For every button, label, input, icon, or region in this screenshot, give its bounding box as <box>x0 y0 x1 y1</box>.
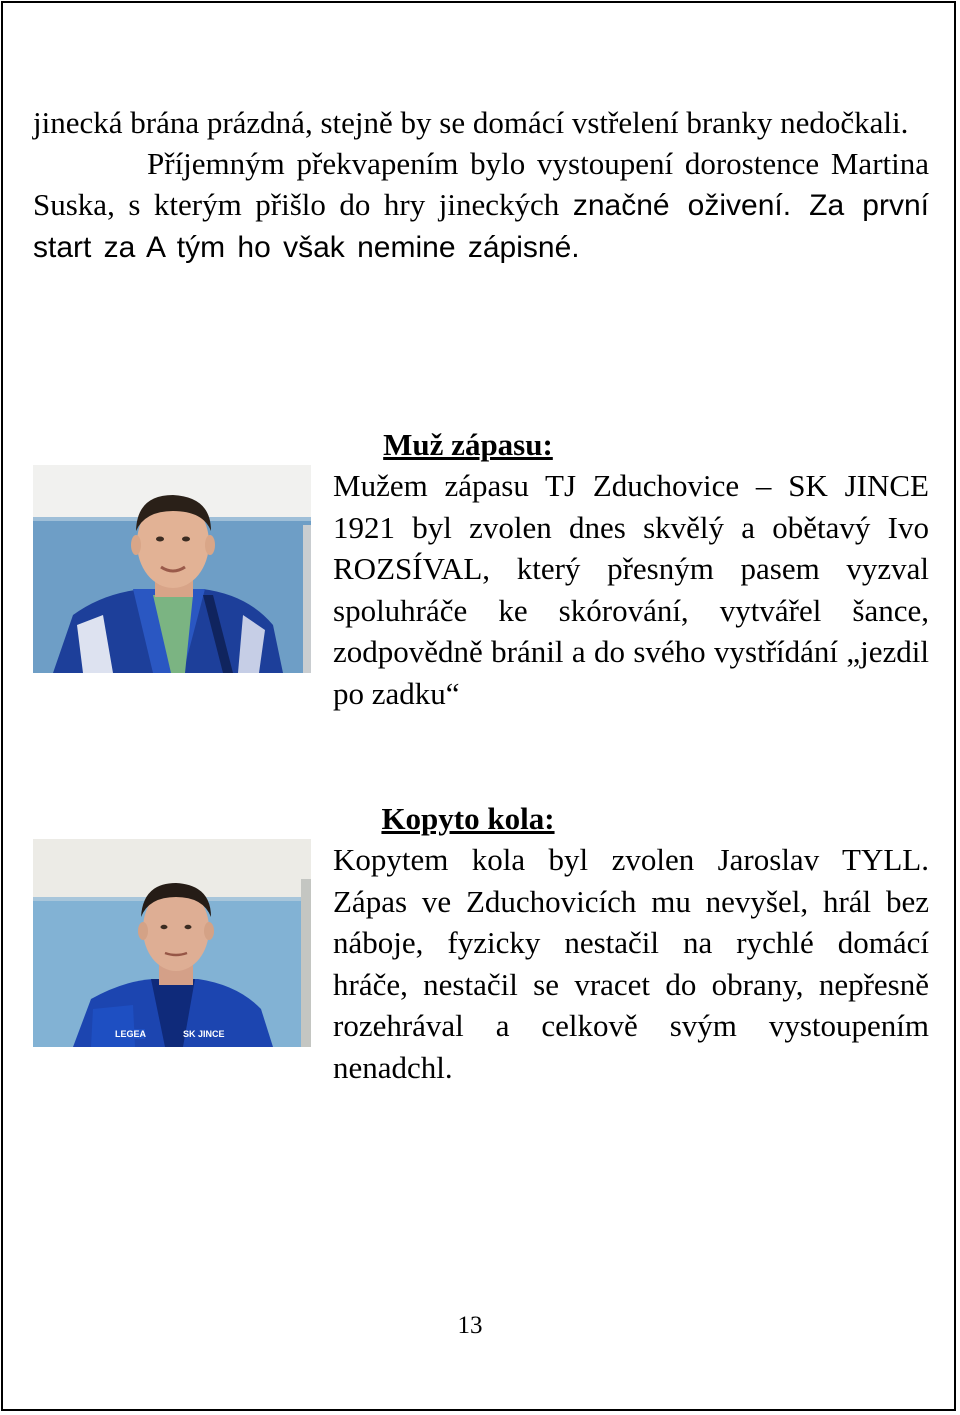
jersey-club: SK JINCE <box>183 1029 225 1039</box>
player-photo-tyll <box>33 839 311 1047</box>
man-of-match-photo <box>33 465 311 673</box>
man-of-match-text: Mužem zápasu TJ Zduchovice – SK JINCE 1921 byl zvolen dnes skvělý a obětavý Ivo ROZSÍVAL, který přesným pasem vyzval spoluhráče ke skórování, vytvářel šance, zodpovědně bránil a do svého vystřídání „jezdil po zadku“ <box>333 468 929 711</box>
intro-paragraph-1: jinecká brána prázdná, stejně by se domácí vstřelení branky nedočkali. <box>33 105 909 140</box>
intro-paragraph-2 <box>33 143 929 268</box>
intro-paragraph-2-serif: Příjemným překvapením bylo vystoupení dorostence Martina Suska, s kterým přišlo do hry jineckých <box>33 146 929 222</box>
man-of-match-heading: Muž zápasu: <box>383 427 553 462</box>
flop-of-round-section <box>33 798 929 1088</box>
player-photo-rozsival <box>33 465 311 673</box>
jersey-brand: LEGEA <box>115 1029 147 1039</box>
flop-of-round-text: Kopytem kola byl zvolen Jaroslav TYLL. Zápas ve Zduchovicích mu nevyšel, hrál bez náboje, fyzicky nestačil na rychlé domácí hráče, nestačil se vracet do obrany, nepřesně rozehrával a celkově svým vystoupením nenadchl. <box>333 842 929 1085</box>
intro-section <box>33 102 929 268</box>
page-number: 13 <box>457 1312 483 1339</box>
intro-paragraph-2-sans: značné oživení. Za první start za A tým ho však nemine zápisné. <box>33 189 929 264</box>
flop-of-round-photo <box>33 839 311 1047</box>
flop-of-round-heading: Kopyto kola: <box>381 801 555 836</box>
man-of-match-section <box>33 424 929 714</box>
